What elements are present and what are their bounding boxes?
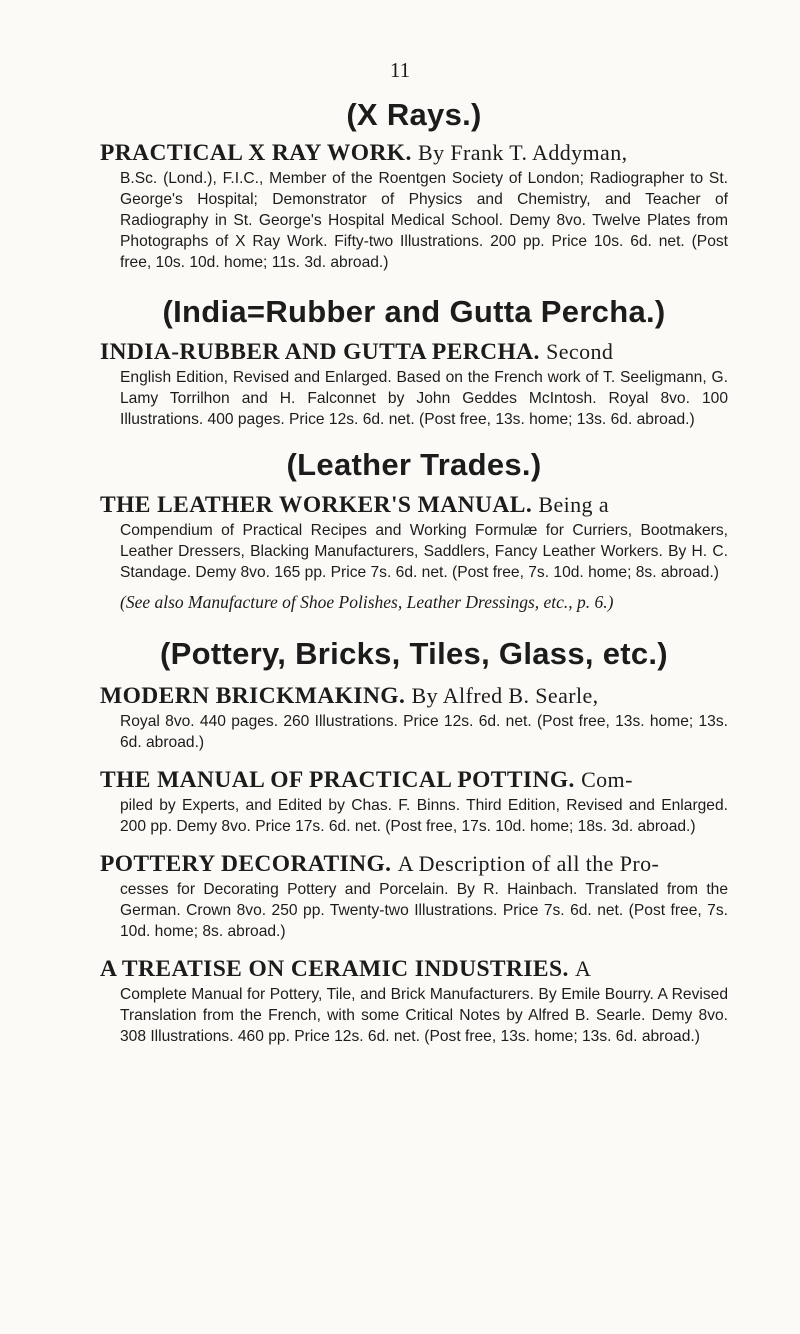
section-heading-leather-trades: (Leather Trades.) <box>286 447 542 482</box>
entry-title: THE MANUAL OF PRACTICAL POTTING. Com- <box>100 767 633 793</box>
entry-pottery-decorating <box>100 849 728 942</box>
entry-lead: Being a <box>538 492 609 517</box>
entry-body: English Edition, Revised and Enlarged. Based on the French work of T. Seeligmann, G. Lamy Torrilhon and H. Falconnet by John Geddes McIntosh. Royal 8vo. 100 Illustrations. 400 pages. Price 12s. 6d. net. (Post free, 13s. home; 13s. 6d. abroad.) <box>120 369 728 428</box>
entry-lead: A Description of all the Pro- <box>397 851 660 876</box>
entry-body: Complete Manual for Pottery, Tile, and Brick Manufacturers. By Emile Bourry. A Revised Translation from the French, with some Critical Notes by Alfred B. Searle. Demy 8vo. 308 Illustrations. 460 pp. Price 12s. 6d. net. (Post free, 13s. home; 13s. 6d. abroad.) <box>120 986 728 1045</box>
entry-lead: By Frank T. Addyman, <box>418 140 628 165</box>
catalogue-page <box>100 58 728 1047</box>
entry-modern-brickmaking <box>100 681 728 753</box>
entry-lead: Com- <box>581 767 633 792</box>
entry-body: cesses for Decorating Pottery and Porcelain. By R. Hainbach. Translated from the German. Crown 8vo. 250 pp. Twenty-two Illustrations. Price 7s. 6d. net. (Post free, 7s. 10d. home; 8s. abroad.) <box>120 881 728 940</box>
entry-title: POTTERY DECORATING. A Description of all the Pro- <box>100 851 660 877</box>
entry-body: Royal 8vo. 440 pages. 260 Illustrations. Price 12s. 6d. net. (Post free, 13s. home; 13s. 6d. abroad.) <box>120 713 728 751</box>
entry-manual-of-practical-potting <box>100 765 728 837</box>
entry-title: A TREATISE ON CERAMIC INDUSTRIES. A <box>100 956 592 982</box>
entry-lead: By Alfred B. Searle, <box>411 683 599 708</box>
entry-body: piled by Experts, and Edited by Chas. F. Binns. Third Edition, Revised and Enlarged. 200 pp. Demy 8vo. Price 17s. 6d. net. (Post free, 17s. 10d. home; 18s. 3d. abroad.) <box>120 797 728 835</box>
entry-treatise-ceramic-industries <box>100 954 728 1047</box>
entry-body: B.Sc. (Lond.), F.I.C., Member of the Roentgen Society of London; Radiographer to St. George's Hospital; Demonstrator of Physics and Chemistry, and Teacher of Radiography in St. George's Hospital Medical School. Demy 8vo. Twelve Plates from Photographs of X Ray Work. Fifty-two Illustrations. 200 pp. Price 10s. 6d. net. (Post free, 10s. 10d. home; 11s. 3d. abroad.) <box>120 170 728 271</box>
entry-body: Compendium of Practical Recipes and Working Formulæ for Curriers, Bootmakers, Leather Dressers, Blacking Manufacturers, Saddlers, Fancy Leather Workers. By H. C. Standage. Demy 8vo. 165 pp. Price 7s. 6d. net. (Post free, 7s. 10d. home; 8s. abroad.) <box>120 522 728 581</box>
entry-title: PRACTICAL X RAY WORK. By Frank T. Addyman, <box>100 140 628 166</box>
entry-title: MODERN BRICKMAKING. By Alfred B. Searle, <box>100 683 599 709</box>
entry-india-rubber <box>100 337 728 430</box>
section-heading-pottery: (Pottery, Bricks, Tiles, Glass, etc.) <box>160 636 668 671</box>
section-heading-india-rubber: (India=Rubber and Gutta Percha.) <box>162 294 666 329</box>
entry-leather-workers-manual <box>100 490 728 583</box>
entry-lead: Second <box>546 339 614 364</box>
see-also-note: (See also Manufacture of Shoe Polishes, Leather Dressings, etc., p. 6.) <box>120 592 614 612</box>
entry-title: INDIA-RUBBER AND GUTTA PERCHA. Second <box>100 339 614 365</box>
entry-lead: A <box>575 956 592 981</box>
section-heading-x-rays: (X Rays.) <box>346 97 482 132</box>
entry-practical-x-ray-work <box>100 138 728 273</box>
entry-title: THE LEATHER WORKER'S MANUAL. Being a <box>100 492 609 518</box>
page-number: 11 <box>389 58 411 82</box>
